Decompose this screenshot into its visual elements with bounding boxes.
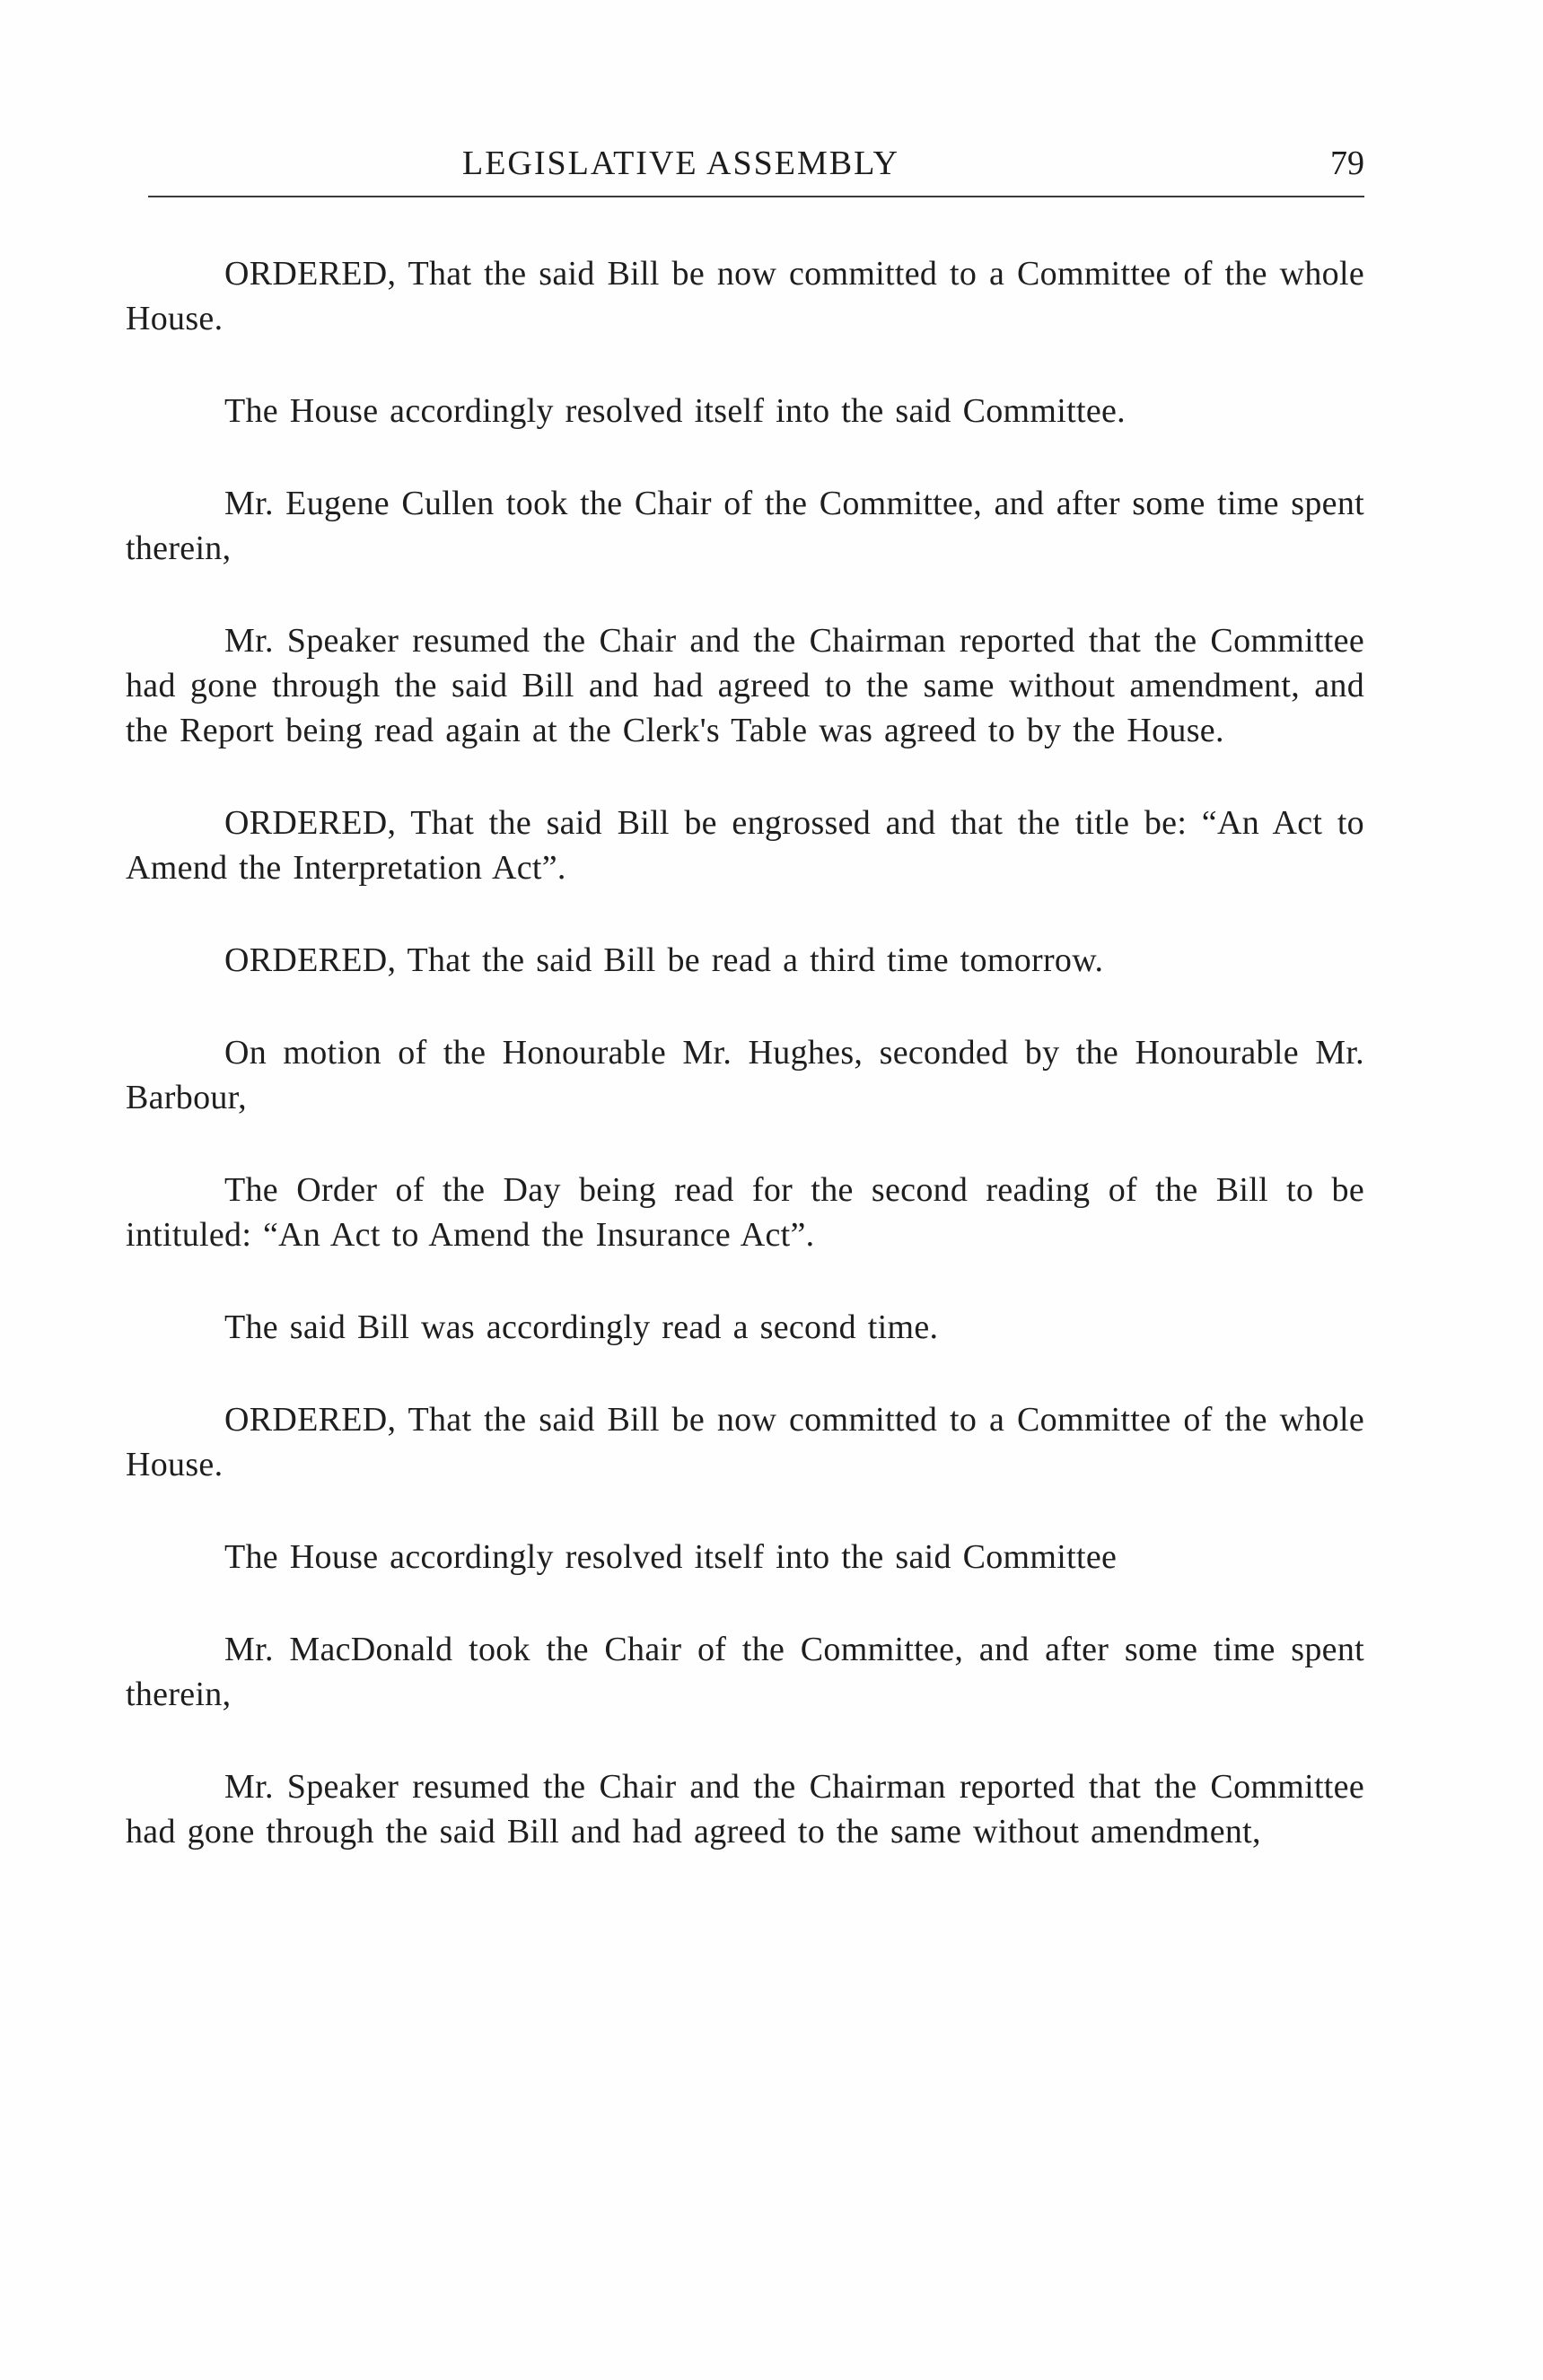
header-rule xyxy=(148,196,1364,197)
paragraph: The House accordingly resolved itself into the said Committee. xyxy=(224,392,1126,430)
paragraph: Mr. Speaker resumed the Chair and the Chairman reported that the Committee had gone through the said Bill and had agreed to the same without amendment, and the Report being read again at the Clerk's Table was agreed to by the House. xyxy=(126,622,1364,749)
paragraph: Mr. MacDonald took the Chair of the Committee, and after some time spent therein, xyxy=(126,1631,1364,1713)
paragraph: ORDERED, That the said Bill be now committed to a Committee of the whole House. xyxy=(126,1401,1364,1483)
paragraph: ORDERED, That the said Bill be read a third time tomorrow. xyxy=(224,941,1104,979)
paragraph: ORDERED, That the said Bill be now committed to a Committee of the whole House. xyxy=(126,255,1364,337)
body-text xyxy=(126,251,1364,1902)
paragraph: The Order of the Day being read for the second reading of the Bill to be intituled: “An Act to Amend the Insurance Act”. xyxy=(126,1171,1364,1254)
paragraph: The said Bill was accordingly read a second time. xyxy=(224,1308,939,1346)
paragraph: Mr. Speaker resumed the Chair and the Chairman reported that the Committee had gone through the said Bill and had agreed to the same without amendment, xyxy=(126,1768,1364,1851)
page-number: 79 xyxy=(1330,144,1364,182)
paragraph: ORDERED, That the said Bill be engrossed and that the title be: “An Act to Amend the Interpretation Act”. xyxy=(126,804,1364,887)
paragraph: The House accordingly resolved itself into the said Committee xyxy=(224,1538,1118,1576)
paragraph: On motion of the Honourable Mr. Hughes, seconded by the Honourable Mr. Barbour, xyxy=(126,1034,1364,1116)
running-header xyxy=(148,144,1364,197)
paragraph: Mr. Eugene Cullen took the Chair of the Committee, and after some time spent therein, xyxy=(126,485,1364,567)
header-title: LEGISLATIVE ASSEMBLY xyxy=(462,144,899,182)
